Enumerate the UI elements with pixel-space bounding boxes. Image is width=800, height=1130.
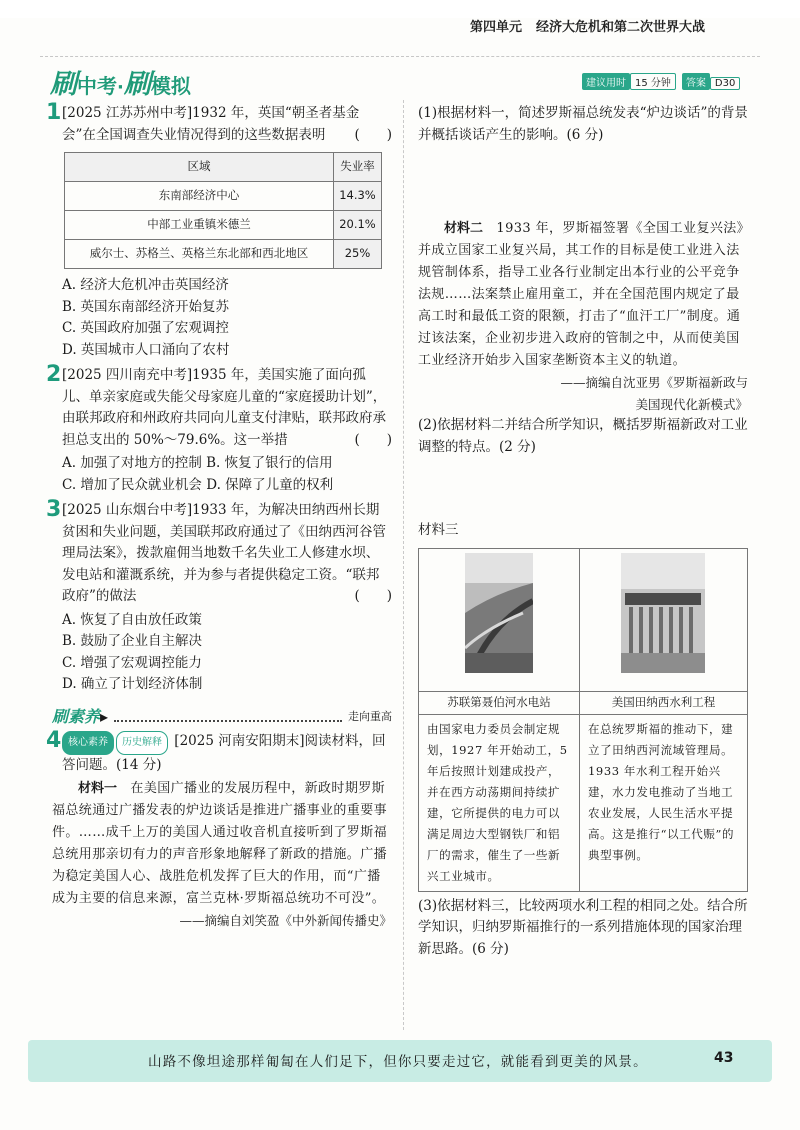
question-stem: [2025 河南安阳期末]阅读材料，回答问题。(14 分) (62, 733, 386, 773)
description-cell: 在总统罗斯福的推动下，建立了田纳西河流域管理局。1933 年水利工程开始兴建，水力发电推动了当地工农业发展，人民生活水平提高。这是推行“以工代赈”的典型事例。 (579, 714, 747, 891)
header-divider (40, 56, 760, 58)
answer-blank[interactable]: ( ) (354, 126, 392, 143)
material-source: ——摘编自刘笑盈《中外新闻传播史》 (179, 913, 392, 928)
option[interactable]: A. 恢复了自由放任政策 (62, 611, 202, 628)
table-header: 失业率 (333, 153, 381, 182)
answer-space[interactable] (418, 458, 748, 520)
material-3-label: 材料三 (418, 522, 459, 538)
dotted-leader (114, 710, 342, 722)
answer-blank[interactable]: ( ) (354, 431, 392, 448)
option-row (52, 475, 392, 497)
table-cell: 25% (333, 240, 381, 269)
option[interactable]: C. 增加了民众就业机会 (62, 476, 202, 493)
table-cell: 威尔士、苏格兰、英格兰东北部和西北地区 (65, 240, 334, 269)
material-3-table (418, 548, 748, 892)
photo-cell (579, 548, 747, 691)
table-cell: 东南部经济中心 (65, 182, 334, 211)
table-cell: 20.1% (333, 211, 381, 240)
material-source: ——摘编自沈亚男《罗斯福新政与 (560, 375, 748, 390)
photo-caption: 苏联第聂伯河水电站 (419, 691, 580, 714)
option[interactable]: B. 鼓励了企业自主解决 (62, 633, 203, 649)
page-number: 43 (714, 1050, 734, 1066)
column-divider (403, 100, 405, 1030)
tag-core-literacy: 核心素养 (62, 731, 114, 755)
material-label: 材料一 (78, 781, 118, 796)
option[interactable]: B. 恢复了银行的信用 (206, 455, 333, 471)
tennessee-dam-photo (621, 553, 705, 673)
dnieper-dam-photo (465, 553, 533, 673)
section-header (52, 706, 392, 728)
unit-header: 第四单元 经济大危机和第二次世界大战 (470, 20, 706, 35)
option[interactable]: A. 经济大危机冲击英国经济 (62, 277, 229, 293)
section-right-label: 走向重高 (348, 709, 392, 723)
question-number: 4 (46, 728, 62, 753)
sub-question-3: (3)依据材料三，比较两项水利工程的相同之处。结合所学知识，归纳罗斯福推行的一系列措施体现的国家治理新思路。(6 分) (418, 897, 748, 957)
question-stem: [2025 四川南充中考]1935 年，美国实施了面向孤儿、单亲家庭或失能父母家庭儿童的“家庭援助计划”，由联邦政府和州政府共同向儿童支付津贴，联邦政府承担总支出的 50%～79.6%。这一举措 (62, 367, 387, 448)
option[interactable]: D. 保障了儿童的权利 (206, 476, 334, 493)
time-badge: 建议用时 15 分钟 答案 D30 (582, 73, 746, 90)
table-cell: 中部工业重镇米德兰 (65, 211, 334, 240)
tag-history-interpretation: 历史解释 (116, 731, 168, 755)
question-stem: [2025 江苏苏州中考]1932 年，英国“朝圣者基金会”在全国调查失业情况得到的这些数据表明 (62, 105, 360, 143)
photo-cell (419, 548, 580, 691)
material-label: 材料二 (444, 221, 484, 236)
question-1 (46, 100, 392, 146)
footer-motto: 山路不像坦途那样匍匐在人们足下，但你只要走过它，就能看到更美的风景。 (148, 1054, 648, 1070)
question-number: 3 (46, 497, 62, 522)
description-cell: 由国家电力委员会制定规划，1927 年开始动工，5 年后按照计划建成投产，并在西方动荡期间持续扩建，它所提供的电力可以满足周边大型钢铁厂和铝厂的需求，催生了一些新兴工业城市。 (419, 714, 580, 891)
unemployment-table (64, 152, 382, 269)
option[interactable]: B. 英国东南部经济开始复苏 (62, 298, 230, 315)
arrow-icon: ▸ (100, 706, 109, 726)
material-source: 美国现代化新模式》 (635, 396, 748, 412)
option[interactable]: D. 英国城市人口涌向了农村 (62, 341, 230, 358)
photo-caption: 美国田纳西水利工程 (579, 691, 747, 714)
question-4 (46, 728, 392, 776)
right-column (418, 103, 748, 960)
question-2 (46, 362, 392, 451)
footer-band (28, 1040, 772, 1082)
sub-question-2: (2)依据材料二并结合所学知识，概括罗斯福新政对工业调整的特点。(2 分) (418, 417, 748, 455)
table-header: 区域 (65, 153, 334, 182)
material-text: 在美国广播业的发展历程中，新政时期罗斯福总统通过广播发表的炉边谈话是推进广播事业的重要事件。……成千上万的美国人通过收音机直接听到了罗斯福总统用那亲切有力的声音形象地解释了新政的措施。广播为稳定美国人心、战胜危机发挥了巨大的作用，而“广播成为主要的信息来源，富兰克林·罗斯福总统功不可没”。 (52, 781, 388, 906)
answer-blank[interactable]: ( ) (354, 588, 392, 604)
option-row (52, 453, 392, 475)
section-logo-suyang: 刷素养 (52, 706, 101, 726)
left-column (46, 100, 392, 932)
option[interactable]: C. 英国政府加强了宏观调控 (62, 320, 229, 336)
question-stem: [2025 山东烟台中考]1933 年，为解决田纳西州长期贫困和失业问题，美国联邦政府通过了《田纳西河谷管理局法案》，拨款雇佣当地数千名失业工人修建水坝、发电站和灌溉系统，并为参与者提供稳定工资。“联邦政府”的做法 (62, 502, 386, 604)
table-cell: 14.3% (333, 182, 381, 211)
option[interactable]: A. 加强了对地方的控制 (62, 455, 202, 471)
question-number: 1 (46, 100, 62, 125)
option[interactable]: C. 增强了宏观调控能力 (62, 654, 202, 671)
section-logo: 刷中考·刷模拟 (50, 69, 191, 100)
option[interactable]: D. 确立了计划经济体制 (62, 676, 203, 692)
answer-space[interactable] (418, 146, 748, 218)
material-2 (418, 218, 748, 372)
question-3 (46, 497, 392, 608)
material-text: 1933 年，罗斯福签署《全国工业复兴法》并成立国家工业复兴局，其工作的目标是使工业进入法规管制体系，指导工业各行业制定出本行业的公平竞争法规……法案禁止雇用童工，并在全国范围内规定了最高工时和最低工资的限额，打击了“血汗工厂”制度。通过该法案，企业初步进入政府的管制之中，从而使美国工业经济开始步入国家垄断资本主义的轨道。 (418, 221, 744, 368)
material-1 (52, 778, 392, 910)
sub-question-1: (1)根据材料一，简述罗斯福总统发表“炉边谈话”的背景并概括谈话产生的影响。(6 分) (418, 105, 748, 143)
question-number: 2 (46, 362, 62, 387)
